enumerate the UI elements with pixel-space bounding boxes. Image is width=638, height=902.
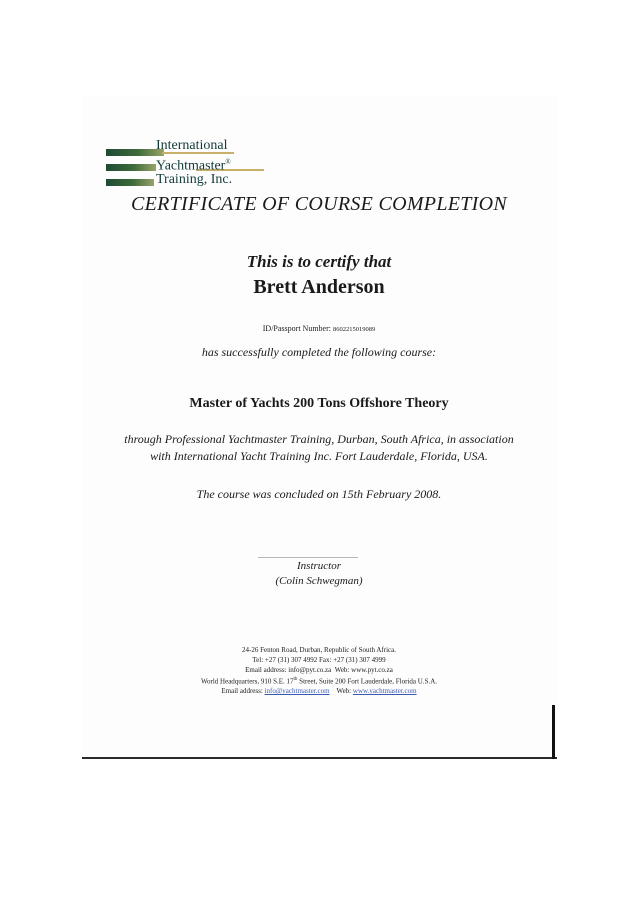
footer-contact [0, 645, 638, 696]
logo-bar [106, 179, 154, 186]
logo-yachtmaster-text: Yachtmaster [156, 158, 226, 174]
footer-web-hq-link[interactable]: www.yachtmaster.com [352, 687, 417, 696]
id-passport-line [0, 324, 638, 333]
footer-email-hq-link[interactable]: info@yachtmaster.com [264, 687, 330, 696]
footer-web-local[interactable]: www.pyt.co.za [351, 666, 393, 674]
footer-hq-superscript: th [293, 677, 298, 682]
id-passport-label: ID/Passport Number: [262, 324, 331, 333]
footer-hq-suffix: Street, Suite 200 Fort Lauderdale, Florida U.S.A. [297, 677, 438, 686]
certificate-title: CERTIFICATE OF COURSE COMPLETION [130, 193, 508, 215]
concluded-text: The course was concluded on 15th February 2008. [196, 487, 442, 501]
completed-text: has successfully completed the following course: [201, 345, 437, 359]
logo-line-training: Training, Inc. [156, 172, 233, 187]
certify-text: This is to certify that [246, 252, 392, 271]
logo-line-yachtmaster [156, 155, 231, 174]
signature-line [258, 557, 358, 558]
course-name: Master of Yachts 200 Tons Offshore Theory [189, 396, 449, 411]
logo-registered-mark: ® [225, 158, 231, 166]
id-passport-number: 8602215019089 [332, 326, 376, 333]
scan-bottom-edge [82, 757, 557, 759]
footer-email-local[interactable]: info@pyt.co.za [288, 666, 332, 674]
iyt-logo [106, 138, 266, 190]
footer-web-local-label: Web: [334, 666, 350, 674]
footer-phone-local: Tel: +27 (31) 307 4992 Fax: +27 (31) 307 4999 [252, 656, 386, 664]
footer-email-hq-label: Email address: [221, 687, 263, 696]
through-text: through Professional Yachtmaster Training, Durban, South Africa, in association with International Yacht Training Inc. Fort Lauderdale, Florida, USA. [124, 432, 514, 463]
footer-hq-address [0, 675, 638, 686]
footer-web-hq-label: Web: [336, 687, 352, 696]
footer-contact-local [0, 665, 638, 675]
instructor-role: Instructor [297, 560, 341, 572]
logo-line-international: International [156, 138, 228, 153]
footer-contact-hq [0, 686, 638, 696]
logo-bar [106, 164, 156, 171]
instructor-name: (Colin Schwegman) [275, 575, 363, 587]
scan-right-edge [552, 705, 555, 759]
footer-hq-prefix: World Headquarters, 910 S.E. 17 [200, 677, 294, 686]
footer-email-local-label: Email address: [245, 666, 287, 674]
footer-address-local: 24-26 Fenton Road, Durban, Republic of South Africa. [242, 646, 396, 654]
recipient-name: Brett Anderson [253, 276, 385, 298]
